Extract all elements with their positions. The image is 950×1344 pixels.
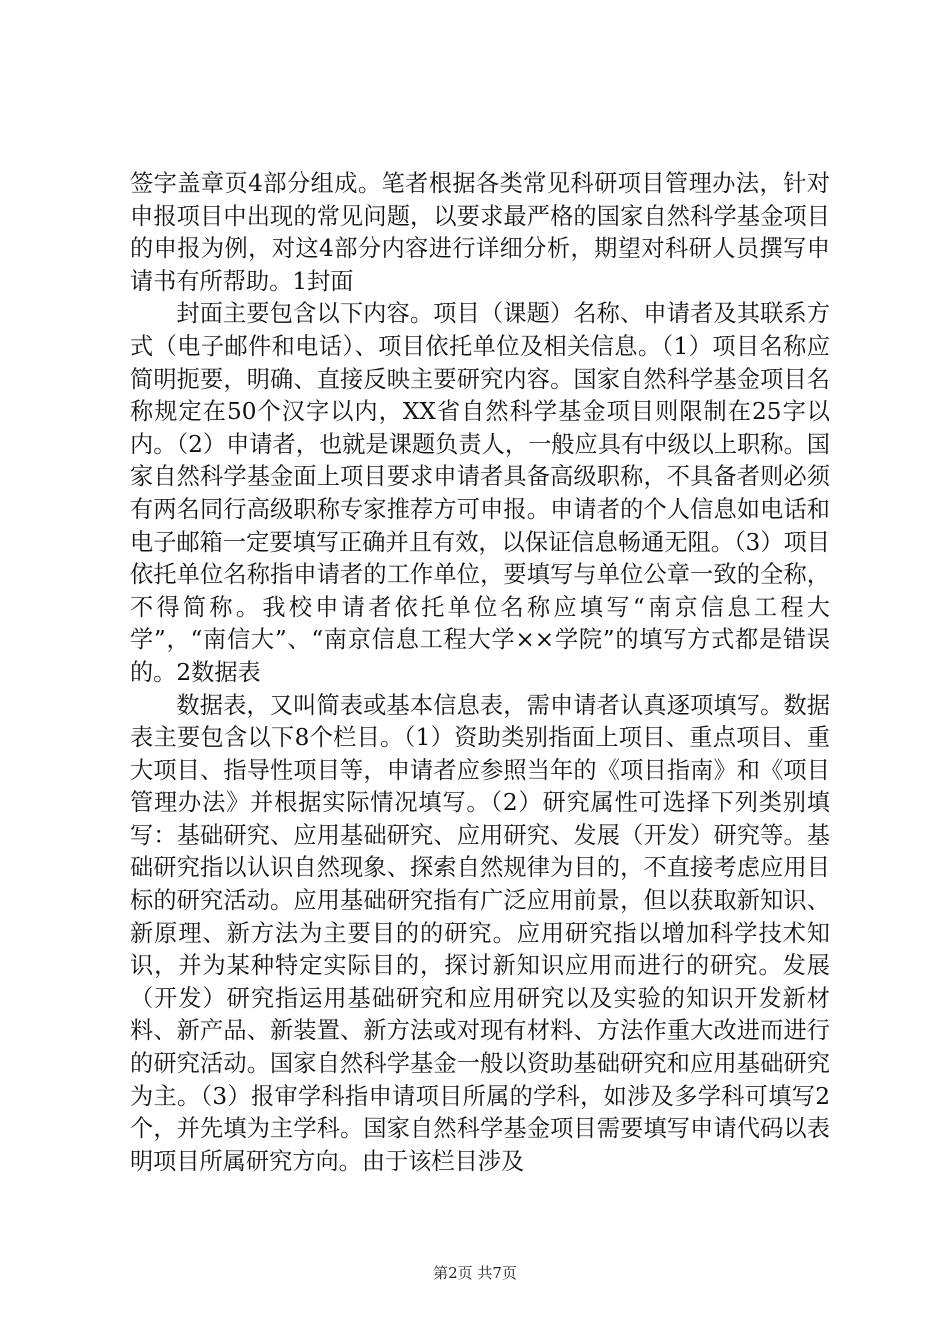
page-number: 第2页 共7页 <box>433 1264 517 1282</box>
document-body <box>130 168 830 1178</box>
paragraph-continuation: 签字盖章页4部分组成。笔者根据各类常见科研项目管理办法，针对申报项目中出现的常见问题，以要求最严格的国家自然科学基金项目的申报为例，对这4部分内容进行详细分析，期望对科研人员撰写申请书有所帮助。1封面 <box>130 170 830 295</box>
paragraph-data-table: 数据表，又叫简表或基本信息表，需申请者认真逐项填写。数据表主要包含以下8个栏目。（1）资助类别指面上项目、重点项目、重大项目、指导性项目等，申请者应参照当年的《项目指南》和《项目管理办法》并根据实际情况填写。（2）研究属性可选择下列类别填写：基础研究、应用基础研究、应用研究、发展（开发）研究等。基础研究指以认识自然现象、探索自然规律为目的，不直接考虑应用目标的研究活动。应用基础研究指有广泛应用前景，但以获取新知识、新原理、新方法为主要目的的研究。应用研究指以增加科学技术知识，并为某种特定实际目的，探讨新知识应用而进行的研究。发展（开发）研究指运用基础研究和应用研究以及实验的知识开发新材料、新产品、新装置、新方法或对现有材料、方法作重大改进而进行的研究活动。国家自然科学基金一般以资助基础研究和应用基础研究为主。（3）报审学科指申请项目所属的学科，如涉及多学科可填写2个，并先填为主学科。国家自然科学基金项目需要填写申请代码以表明项目所属研究方向。由于该栏目涉及 <box>130 691 830 1175</box>
paragraph-cover: 封面主要包含以下内容。项目（课题）名称、申请者及其联系方式（电子邮件和电话）、项目依托单位及相关信息。（1）项目名称应简明扼要，明确、直接反映主要研究内容。国家自然科学基金项目名称规定在50个汉字以内，XX省自然科学基金项目则限制在25字以内。（2）申请者，也就是课题负责人，一般应具有中级以上职称。国家自然科学基金面上项目要求申请者具备高级职称，不具备者则必须有两名同行高级职称专家推荐方可申报。申请者的个人信息如电话和电子邮箱一定要填写正确并且有效，以保证信息畅通无阻。（3）项目依托单位名称指申请者的工作单位，要填写与单位公章一致的全称，不得简称。我校申请者依托单位名称应填写“南京信息工程大学”，“南信大”、“南京信息工程大学××学院”的填写方式都是错误的。2数据表 <box>130 300 830 686</box>
